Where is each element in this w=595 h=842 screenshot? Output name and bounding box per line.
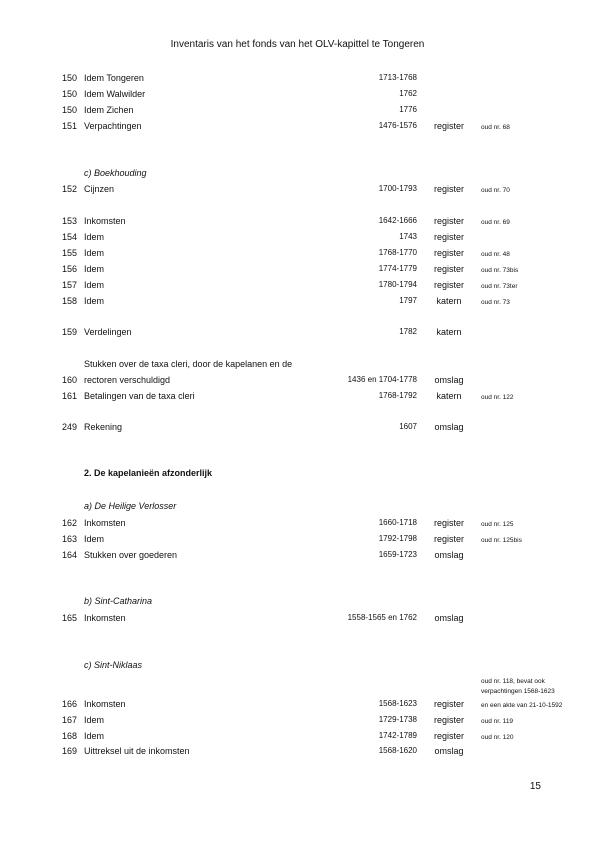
row-title: Inkomsten (84, 613, 126, 623)
row-type: register (433, 216, 464, 226)
row-dates: 1436 en 1704-1778 (347, 375, 417, 384)
row-type: register (433, 248, 464, 258)
row-type: register (433, 121, 464, 131)
note-block (481, 677, 555, 697)
row-dates: 1642-1666 (378, 216, 417, 225)
row-note: oud nr. 119 (481, 718, 514, 725)
row-number: 161 (61, 391, 77, 401)
inventory-row (0, 390, 595, 404)
row-type: register (433, 518, 464, 528)
row-dates: 1776 (399, 105, 417, 114)
row-dates: 1782 (399, 327, 417, 336)
section-heading-boekhouding: c) Boekhouding (84, 168, 147, 178)
section-heading-kapelanieen: 2. De kapelanieën afzonderlijk (84, 468, 213, 478)
row-dates: 1558-1565 en 1762 (347, 613, 417, 622)
row-title: Stukken over de taxa cleri, door de kapelanen en de (84, 359, 293, 369)
row-title: Idem (84, 280, 105, 290)
row-title: Verpachtingen (84, 121, 142, 131)
note-line: verpachtingen 1568-1623 (481, 688, 555, 695)
inventory-row (0, 374, 595, 388)
row-dates: 1780-1794 (378, 280, 417, 289)
row-dates: 1768-1792 (378, 391, 417, 400)
inventory-row (0, 120, 595, 134)
row-title: Idem (84, 534, 105, 544)
row-title: Idem (84, 264, 105, 274)
row-type: register (433, 184, 464, 194)
row-type: register (433, 264, 464, 274)
row-type: register (433, 280, 464, 290)
row-dates: 1797 (399, 296, 417, 305)
row-type: register (433, 731, 464, 741)
row-number: 163 (61, 534, 77, 544)
row-number: 160 (61, 375, 77, 385)
row-dates: 1713-1768 (378, 73, 417, 82)
row-type: omslag (434, 375, 464, 385)
row-number: 157 (61, 280, 77, 290)
row-dates: 1792-1798 (378, 534, 417, 543)
row-type: katern (436, 391, 462, 401)
row-dates: 1743 (399, 232, 417, 241)
row-note: oud nr. 125 (481, 521, 514, 528)
row-number: 151 (61, 121, 77, 131)
inventory-row (0, 326, 595, 340)
row-number: 156 (61, 264, 77, 274)
inventory-row (0, 612, 595, 626)
row-title: Idem (84, 248, 105, 258)
inventory-row (0, 279, 595, 293)
row-title: Idem Walwilder (84, 89, 146, 99)
row-title: Idem (84, 715, 105, 725)
inventory-row (0, 745, 595, 759)
row-dates: 1700-1793 (378, 184, 417, 193)
row-title: Stukken over goederen (84, 550, 178, 560)
row-note: oud nr. 73bis (481, 267, 519, 274)
row-type: omslag (434, 422, 464, 432)
row-note: en een akte van 21-10-1592 (481, 702, 563, 709)
row-title: Idem Zichen (84, 105, 134, 115)
row-dates: 1568-1623 (378, 699, 417, 708)
row-dates: 1774-1779 (378, 264, 417, 273)
row-dates: 1762 (399, 89, 417, 98)
row-number: 158 (61, 296, 77, 306)
row-note: oud nr. 68 (481, 124, 510, 131)
row-type: omslag (434, 550, 464, 560)
row-type: katern (436, 327, 462, 337)
row-title: Idem (84, 296, 105, 306)
row-note: oud nr. 73 (481, 299, 510, 306)
row-number: 162 (61, 518, 77, 528)
row-number: 150 (61, 89, 77, 99)
row-dates: 1568-1620 (378, 746, 417, 755)
inventory-row (0, 215, 595, 229)
row-title: Idem (84, 232, 105, 242)
inventory-row (0, 358, 595, 372)
inventory-row (0, 183, 595, 197)
row-note: oud nr. 125bis (481, 537, 522, 544)
row-type: register (433, 534, 464, 544)
inventory-row (0, 533, 595, 547)
row-title: Verdelingen (84, 327, 132, 337)
section-heading-heilige-verlosser: a) De Heilige Verlosser (84, 501, 177, 511)
row-number: 168 (61, 731, 77, 741)
row-number: 165 (61, 613, 77, 623)
row-title: Idem (84, 731, 105, 741)
inventory-row (0, 88, 595, 102)
inventory-row (0, 714, 595, 728)
row-title: Inkomsten (84, 518, 126, 528)
row-title: Cijnzen (84, 184, 115, 194)
row-number: 169 (61, 746, 77, 756)
row-title: Inkomsten (84, 216, 126, 226)
inventory-row (0, 295, 595, 309)
row-number: 159 (61, 327, 77, 337)
row-number: 249 (61, 422, 77, 432)
row-dates: 1742-1789 (378, 731, 417, 740)
inventory-row (0, 247, 595, 261)
row-dates: 1607 (399, 422, 417, 431)
row-dates: 1659-1723 (378, 550, 417, 559)
inventory-row (0, 549, 595, 563)
row-number: 152 (61, 184, 77, 194)
row-number: 150 (61, 73, 77, 83)
row-note: oud nr. 122 (481, 394, 514, 401)
note-line: oud nr. 118, bevat ook (481, 678, 545, 685)
row-type: register (433, 232, 464, 242)
row-title: Idem Tongeren (84, 73, 144, 83)
row-note: oud nr. 120 (481, 734, 514, 741)
row-number: 166 (61, 699, 77, 709)
row-title: Rekening (84, 422, 123, 432)
row-note: oud nr. 69 (481, 219, 510, 226)
row-number: 164 (61, 550, 77, 560)
row-title: rectoren verschuldigd (84, 375, 171, 385)
section-heading-sint-niklaas: c) Sint-Niklaas (84, 660, 143, 670)
row-number: 153 (61, 216, 77, 226)
row-type: katern (436, 296, 462, 306)
row-type: omslag (434, 746, 464, 756)
inventory-row (0, 263, 595, 277)
inventory-row (0, 231, 595, 245)
row-dates: 1660-1718 (378, 518, 417, 527)
row-title: Betalingen van de taxa cleri (84, 391, 195, 401)
inventory-row (0, 698, 595, 712)
document-header-title: Inventaris van het fonds van het OLV-kapittel te Tongeren (170, 39, 425, 50)
page-number: 15 (529, 781, 541, 792)
row-dates: 1768-1770 (378, 248, 417, 257)
row-number: 150 (61, 105, 77, 115)
inventory-row (0, 104, 595, 118)
row-number: 154 (61, 232, 77, 242)
row-number: 155 (61, 248, 77, 258)
row-title: Inkomsten (84, 699, 126, 709)
row-dates: 1476-1576 (378, 121, 417, 130)
inventory-row (0, 72, 595, 86)
row-note: oud nr. 48 (481, 251, 510, 258)
inventory-row (0, 517, 595, 531)
row-note: oud nr. 70 (481, 187, 510, 194)
row-dates: 1729-1738 (378, 715, 417, 724)
row-title: Uittreksel uit de inkomsten (84, 746, 190, 756)
row-number: 167 (61, 715, 77, 725)
row-type: register (433, 715, 464, 725)
row-type: omslag (434, 613, 464, 623)
inventory-row (0, 730, 595, 744)
row-note: oud nr. 73ter (481, 283, 518, 290)
inventory-row (0, 421, 595, 435)
section-heading-sint-catharina: b) Sint-Catharina (84, 596, 153, 606)
row-type: register (433, 699, 464, 709)
